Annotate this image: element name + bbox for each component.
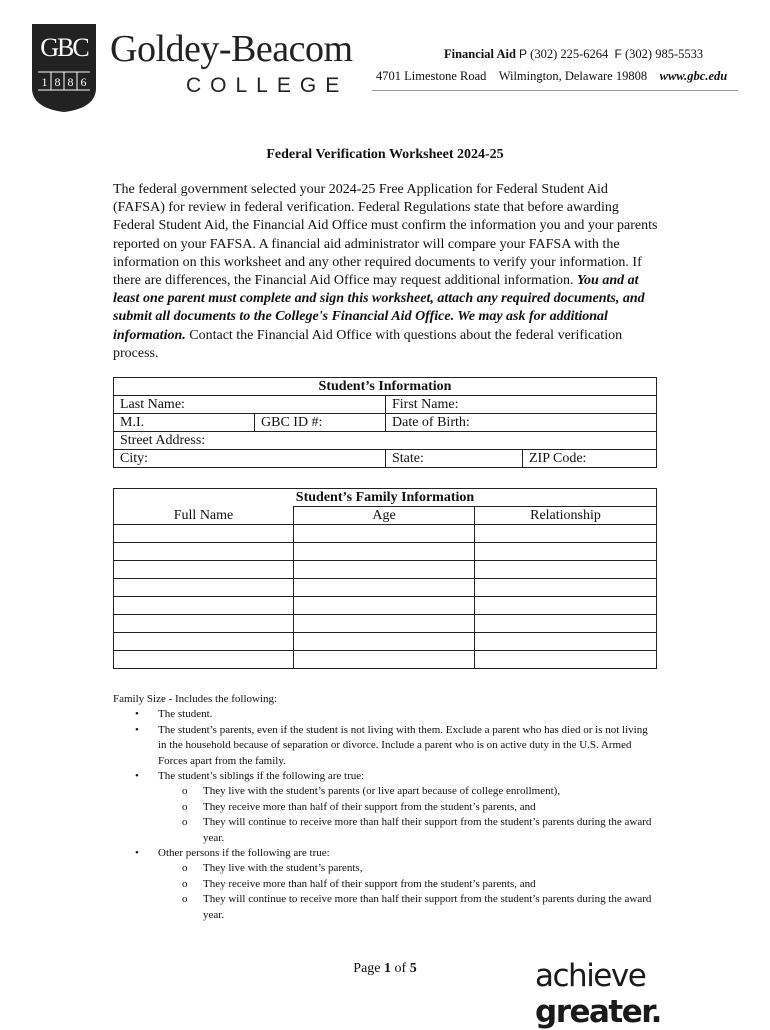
full-name-cell[interactable] [114, 561, 294, 579]
first-name-field[interactable]: First Name: [386, 396, 657, 414]
sub-list-item-text: They receive more than half of their support from the student’s parents, and [203, 877, 536, 890]
logo-year-digit: 1 [41, 75, 48, 89]
logo-year-digit: 6 [80, 75, 87, 89]
logo-year-digit: 8 [54, 75, 61, 89]
sub-list-item-text: They will continue to receive more than half their support from the student’s parents during the award year. [203, 816, 652, 844]
tagline-bold: greater. [535, 994, 661, 1030]
contact-dept: Financial Aid [444, 47, 516, 61]
phone-label: P [519, 47, 528, 61]
bullet-icon: • [135, 770, 139, 783]
age-cell[interactable] [294, 633, 475, 651]
age-cell[interactable] [294, 543, 475, 561]
relationship-cell[interactable] [475, 579, 657, 597]
sub-list-item-text: They live with the student’s parents, [203, 862, 363, 875]
sub-list-item [113, 784, 653, 799]
sub-list-item [113, 815, 653, 846]
table-row [114, 633, 657, 651]
address-city: Wilmington, Delaware 19808 [498, 69, 648, 83]
full-name-cell[interactable] [114, 525, 294, 543]
sub-bullet-icon: o [182, 877, 188, 890]
family-info-heading: Student’s Family Information [114, 489, 657, 507]
relationship-cell[interactable] [475, 561, 657, 579]
list-item-text: Other persons if the following are true: [158, 847, 330, 860]
website: www.gbc.edu [659, 69, 728, 83]
bullet-icon: • [135, 723, 139, 736]
list-item [113, 723, 653, 769]
age-cell[interactable] [294, 615, 475, 633]
sub-bullet-icon: o [182, 816, 188, 829]
page-current: 1 [384, 961, 392, 976]
family-size-list [113, 707, 653, 923]
full-name-cell[interactable] [114, 579, 294, 597]
table-row [114, 597, 657, 615]
tagline [535, 958, 770, 1030]
sub-list-item-text: They will continue to receive more than half their support from the student’s parents during the award year. [203, 893, 652, 921]
table-row [114, 525, 657, 543]
table-row [114, 561, 657, 579]
family-size-section [113, 692, 653, 923]
sub-bullet-icon: o [182, 800, 188, 813]
sub-list-item [113, 877, 653, 892]
intro-paragraph [113, 181, 661, 363]
address-street: 4701 Limestone Road [376, 69, 487, 83]
list-item [113, 846, 653, 861]
age-cell[interactable] [294, 651, 475, 669]
relationship-cell[interactable] [475, 633, 657, 651]
col-header-full-name: Full Name [114, 507, 294, 525]
page-title: Federal Verification Worksheet 2024-25 [266, 147, 504, 162]
page-of-label: of [394, 961, 407, 976]
sub-list-item-text: They live with the student’s parents (or live apart because of college enrollment), [203, 785, 561, 798]
brand-subtitle: COLLEGE [186, 74, 349, 97]
list-item-text: The student. [158, 708, 213, 721]
sub-list-item [113, 892, 653, 923]
full-name-cell[interactable] [114, 597, 294, 615]
relationship-cell[interactable] [475, 525, 657, 543]
full-name-cell[interactable] [114, 543, 294, 561]
brand-name: Goldey-Beacom [110, 28, 353, 70]
student-info-table [113, 377, 657, 468]
page-label: Page [353, 961, 381, 976]
table-row [114, 615, 657, 633]
phone-number: (302) 225-6264 [530, 47, 609, 61]
contact-block [376, 43, 728, 87]
fax-number: (302) 985-5533 [625, 47, 704, 61]
city-field[interactable]: City: [114, 450, 386, 468]
list-item [113, 769, 653, 784]
sub-bullet-icon: o [182, 785, 188, 798]
last-name-field[interactable]: Last Name: [114, 396, 386, 414]
age-cell[interactable] [294, 579, 475, 597]
list-item-text: The student’s parents, even if the student is not living with them. Exclude a parent who has died or is not living in the household because of separation or divorce. Include a parent who is on active duty in the U.S. Armed Forces apart from the family. [158, 723, 648, 767]
sub-bullet-icon: o [182, 862, 188, 875]
bullet-icon: • [135, 708, 139, 721]
col-header-age: Age [294, 507, 475, 525]
family-info-table [113, 488, 657, 669]
relationship-cell[interactable] [475, 651, 657, 669]
full-name-cell[interactable] [114, 615, 294, 633]
brand-wordmark [110, 30, 353, 98]
tagline-light: achieve [535, 958, 646, 994]
header-divider [372, 90, 738, 91]
street-address-field[interactable]: Street Address: [114, 432, 657, 450]
relationship-cell[interactable] [475, 543, 657, 561]
age-cell[interactable] [294, 597, 475, 615]
student-info-heading: Student’s Information [114, 378, 657, 396]
sub-list-item [113, 861, 653, 876]
list-item [113, 707, 653, 722]
bullet-icon: • [135, 847, 139, 860]
col-header-relationship: Relationship [475, 507, 657, 525]
gbc-id-field[interactable]: GBC ID #: [255, 414, 386, 432]
age-cell[interactable] [294, 561, 475, 579]
dob-field[interactable]: Date of Birth: [386, 414, 657, 432]
full-name-cell[interactable] [114, 633, 294, 651]
list-item-text: The student’s siblings if the following are true: [158, 770, 365, 783]
mi-field[interactable]: M.I. [114, 414, 255, 432]
table-row [114, 579, 657, 597]
sub-list-item [113, 800, 653, 815]
relationship-cell[interactable] [475, 615, 657, 633]
college-logo-shield [30, 22, 98, 114]
intro-emphasis: You and at least one parent must complete and sign this worksheet, attach any required documents, and submit all documents to the College's Financial Aid Office. We may ask for additional information. [113, 273, 645, 343]
table-row [114, 651, 657, 669]
sub-bullet-icon: o [182, 893, 188, 906]
contact-address-line [376, 65, 727, 87]
page-total: 5 [409, 961, 417, 976]
state-field[interactable]: State: [386, 450, 523, 468]
table-row [114, 543, 657, 561]
logo-year-digit: 8 [67, 75, 74, 89]
intro-contact-text: Contact the Financial Aid Office with questions about the federal verification process. [113, 327, 623, 361]
sub-list-item-text: They receive more than half of their support from the student’s parents, and [203, 800, 536, 813]
contact-phone-line [444, 43, 727, 65]
intro-text: The federal government selected your 2024-25 Free Application for Federal Student Aid (FAFSA) for review in federal verification. Federal Regulations state that before awarding Federal Student Aid, the Financial Aid Office must confirm the information you and your parents reported on your FAFSA. A financial aid administrator will compare your FAFSA with the information on this worksheet and any other required documents to verify your information. If there are differences, the Financial Aid Office may request additional information. [113, 182, 658, 289]
zip-field[interactable]: ZIP Code: [523, 450, 657, 468]
relationship-cell[interactable] [475, 597, 657, 615]
family-size-heading: Family Size - Includes the following: [113, 693, 278, 705]
age-cell[interactable] [294, 525, 475, 543]
logo-monogram: GBC [40, 33, 88, 62]
fax-label: F [614, 47, 622, 61]
full-name-cell[interactable] [114, 651, 294, 669]
